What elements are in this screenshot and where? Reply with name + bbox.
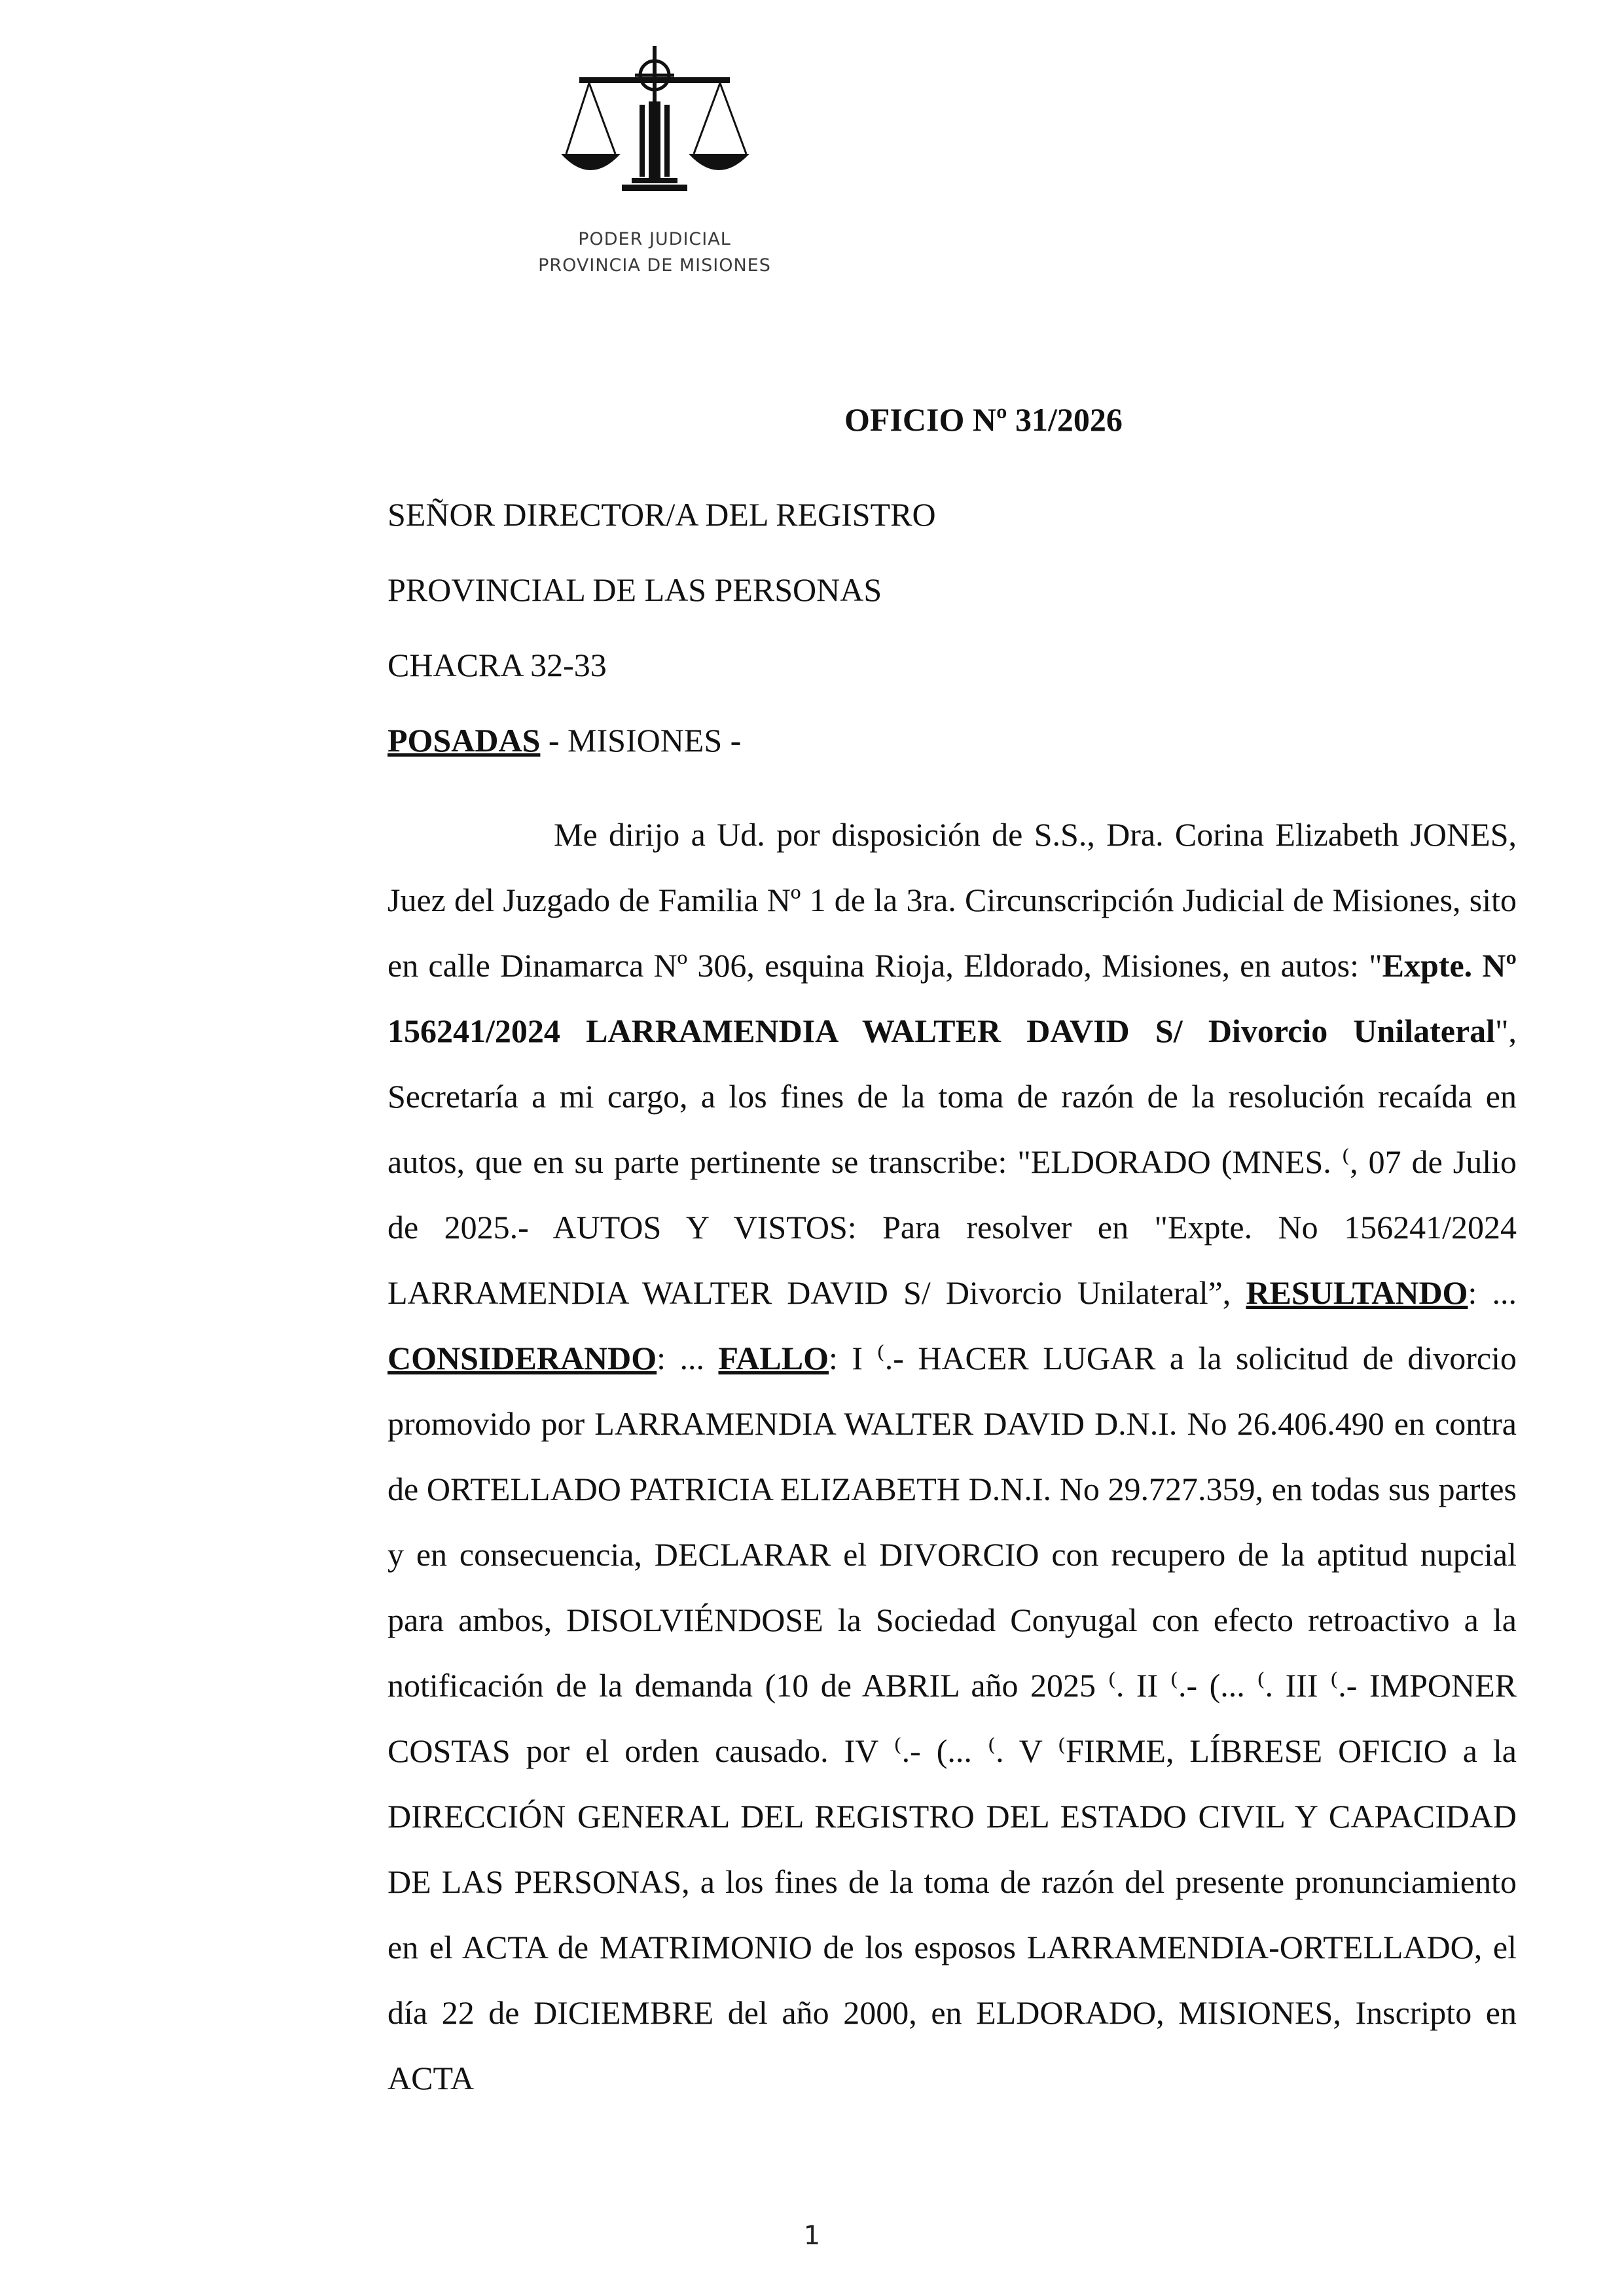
body-text-2: ", Secretaría a mi cargo, a los fines de la toma de razón de la resolución recaída en autos, que en su parte pertinente se transcribe: "ELDORADO (MNES. ⁽, 07 de Julio de 2025.- AUTOS Y VISTOS: Para resolver en "Expte. No 156241/2024 LARRAMENDIA WALTER DAVID S/ Divorcio Unilateral”,	[388, 1013, 1517, 1311]
addressee-city: POSADAS	[388, 722, 541, 759]
institution-name: PODER JUDICIAL	[578, 229, 731, 249]
addressee-city-line	[388, 721, 741, 759]
document-title: OFICIO Nº 31/2026	[844, 401, 1123, 438]
body-paragraph	[388, 802, 1517, 2111]
scales-of-justice-icon	[553, 39, 756, 223]
addressee-line-1: SEÑOR DIRECTOR/A DEL REGISTRO	[388, 496, 936, 533]
considerando-heading: CONSIDERANDO	[388, 1340, 657, 1376]
court-logo	[517, 39, 792, 288]
addressee-region: - MISIONES -	[540, 722, 742, 759]
body-text-3: : ...	[1468, 1274, 1517, 1311]
resultando-heading: RESULTANDO	[1246, 1274, 1468, 1311]
institution-province: PROVINCIA DE MISIONES	[538, 255, 771, 276]
body-text-5: : I ⁽.- HACER LUGAR a la solicitud de divorcio promovido por LARRAMENDIA WALTER DAVID D.N.I. No 26.406.490 en contra de ORTELLADO PATRICIA ELIZABETH D.N.I. No 29.727.359, en todas sus partes y en consecuencia, DECLARAR el DIVORCIO con recupero de la aptitud nupcial para ambos, DISOLVIÉNDOSE la Sociedad Conyugal con efecto retroactivo a la notificación de la demanda (10 de ABRIL año 2025 ⁽. II ⁽.- (... ⁽. III ⁽.- IMPONER COSTAS por el orden causado. IV ⁽.- (... ⁽. V ⁽FIRME, LÍBRESE OFICIO a la DIRECCIÓN GENERAL DEL REGISTRO DEL ESTADO CIVIL Y CAPACIDAD DE LAS PERSONAS, a los fines de la toma de razón del presente pronunciamiento en el ACTA de MATRIMONIO de los esposos LARRAMENDIA-ORTELLADO, el día 22 de DICIEMBRE del año 2000, en ELDORADO, MISIONES, Inscripto en ACTA	[388, 1340, 1517, 2096]
page-number: 1	[803, 2221, 821, 2251]
fallo-heading: FALLO	[718, 1340, 829, 1376]
case-reference: Expte. Nº 156241/2024 LARRAMENDIA WALTER DAVID S/ Divorcio Unilateral	[388, 947, 1517, 1049]
body-text-1: Me dirijo a Ud. por disposición de S.S., Dra. Corina Elizabeth JONES, Juez del Juzgado de Familia Nº 1 de la 3ra. Circunscripción Judicial de Misiones, sito en calle Dinamarca Nº 306, esquina Rioja, Eldorado, Misiones, en autos: "	[388, 816, 1517, 984]
addressee-line-2: PROVINCIAL DE LAS PERSONAS	[388, 571, 882, 608]
body-text-4: : ...	[657, 1340, 719, 1376]
addressee-line-3: CHACRA 32-33	[388, 647, 607, 683]
